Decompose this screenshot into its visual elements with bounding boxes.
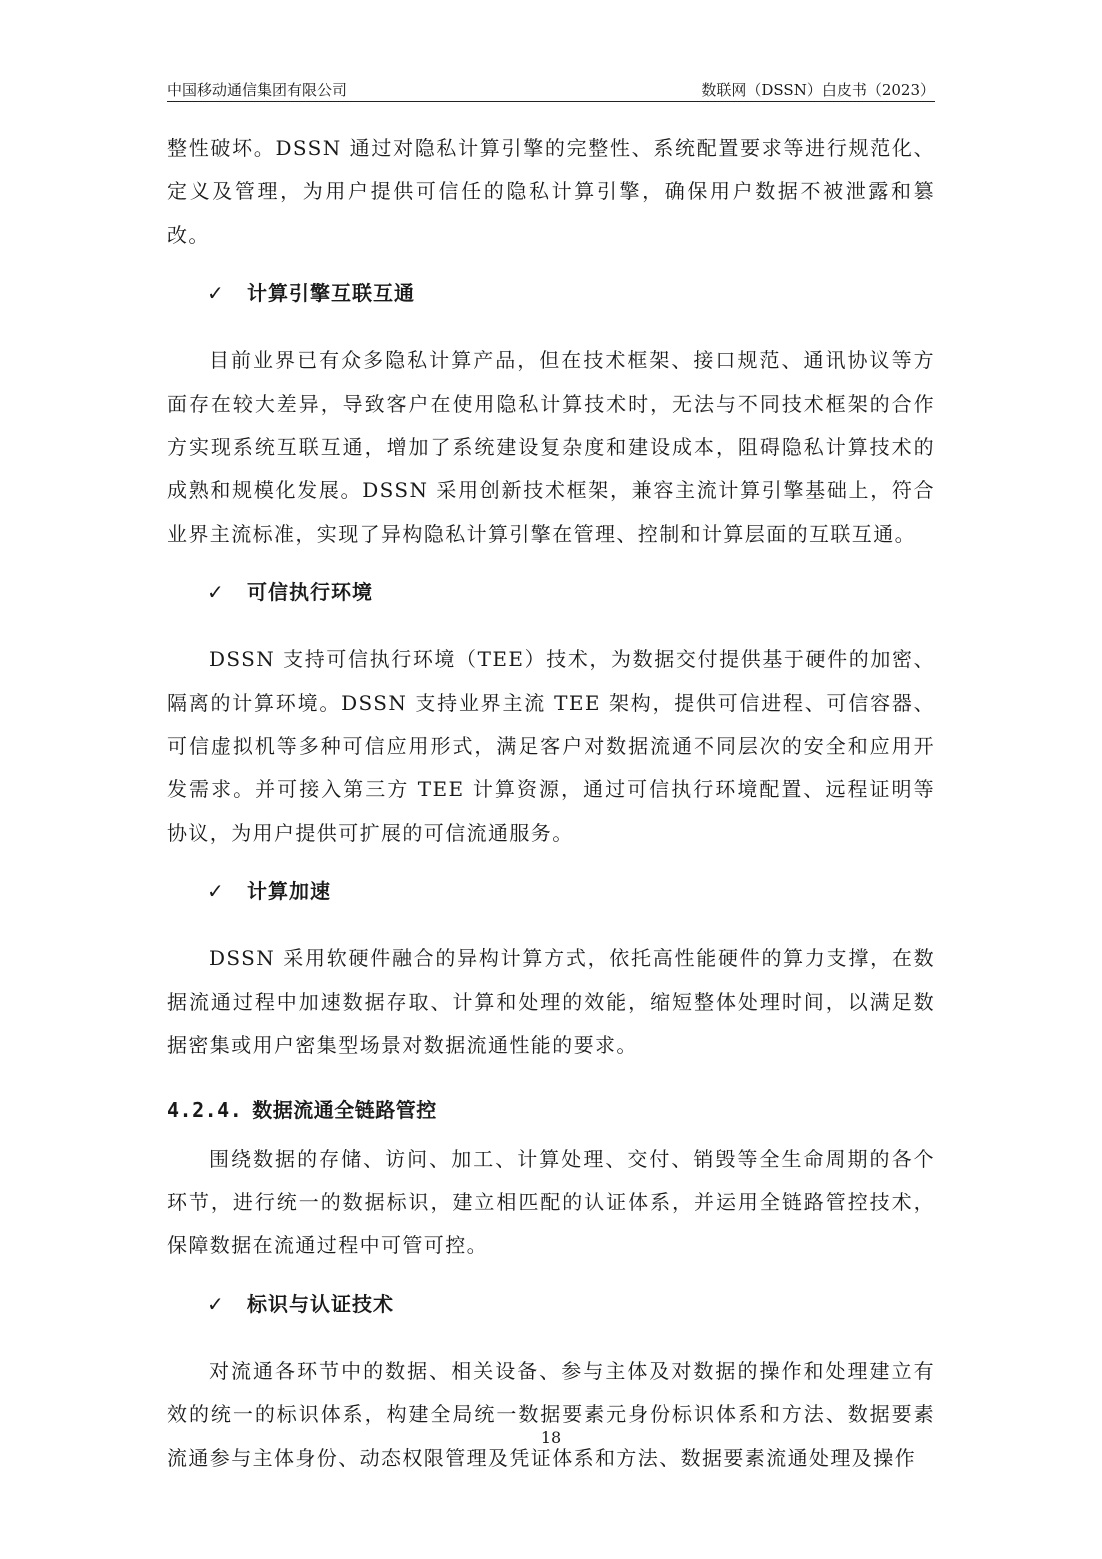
section-heading — [167, 1098, 935, 1122]
page-number: 18 — [540, 1428, 562, 1447]
heading-engine-interconnection — [167, 281, 935, 305]
check-icon: ✓ — [207, 580, 225, 605]
header-divider — [167, 101, 935, 102]
paragraph-tee: DSSN 支持可信执行环境（TEE）技术，为数据交付提供基于硬件的加密、隔离的计算环境。DSSN 支持业界主流 TEE 架构，提供可信进程、可信容器、可信虚拟机等多种可信应用形式，满足客户对数据流通不同层次的安全和应用开发需求。并可接入第三方 TEE 计算资源，通过可信执行环境配置、远程证明等协议，为用户提供可扩展的可信流通服务。 — [167, 647, 935, 845]
header-document-title: 数联网（DSSN）白皮书（2023） — [701, 81, 935, 99]
paragraph-identification: 对流通各环节中的数据、相关设备、参与主体及对数据的操作和处理建立有效的统一的标识体系，构建全局统一数据要素元身份标识体系和方法、数据要素流通参与主体身份、动态权限管理及凭证体系和方法、数据要素流通处理及操作 — [167, 1358, 935, 1470]
section-title: 数据流通全链路管控 — [252, 1097, 437, 1122]
section-number: 4.2.4. — [167, 1097, 243, 1122]
page-header — [167, 78, 935, 102]
paragraph-interconnection: 目前业界已有众多隐私计算产品，但在技术框架、接口规范、通讯协议等方面存在较大差异，导致客户在使用隐私计算技术时，无法与不同技术框架的合作方实现系统互联互通，增加了系统建设复杂度和建设成本，阻碍隐私计算技术的成熟和规模化发展。DSSN 采用创新技术框架，兼容主流计算引擎基础上，符合业界主流标准，实现了异构隐私计算引擎在管理、控制和计算层面的互联互通。 — [167, 348, 935, 546]
check-icon: ✓ — [207, 281, 225, 306]
heading-acceleration — [167, 879, 935, 903]
heading-text: 计算加速 — [247, 879, 331, 904]
heading-text: 可信执行环境 — [247, 580, 373, 605]
heading-tee — [167, 580, 935, 604]
paragraph-continuation: 整性破坏。DSSN 通过对隐私计算引擎的完整性、系统配置要求等进行规范化、定义及管理，为用户提供可信任的隐私计算引擎，确保用户数据不被泄露和篡改。 — [167, 136, 935, 247]
paragraph-full-link-control: 围绕数据的存储、访问、加工、计算处理、交付、销毁等全生命周期的各个环节，进行统一的数据标识，建立相匹配的认证体系，并运用全链路管控技术，保障数据在流通过程中可管可控。 — [167, 1146, 935, 1258]
paragraph-acceleration: DSSN 采用软硬件融合的异构计算方式，依托高性能硬件的算力支撑，在数据流通过程中加速数据存取、计算和处理的效能，缩短整体处理时间，以满足数据密集或用户密集型场景对数据流通性能的要求。 — [167, 946, 935, 1058]
check-icon: ✓ — [207, 879, 225, 904]
heading-text: 计算引擎互联互通 — [247, 281, 415, 306]
header-organization: 中国移动通信集团有限公司 — [167, 81, 348, 99]
check-icon: ✓ — [207, 1291, 225, 1316]
heading-identification — [167, 1292, 935, 1316]
page-content — [167, 127, 935, 1480]
heading-text: 标识与认证技术 — [247, 1291, 394, 1316]
